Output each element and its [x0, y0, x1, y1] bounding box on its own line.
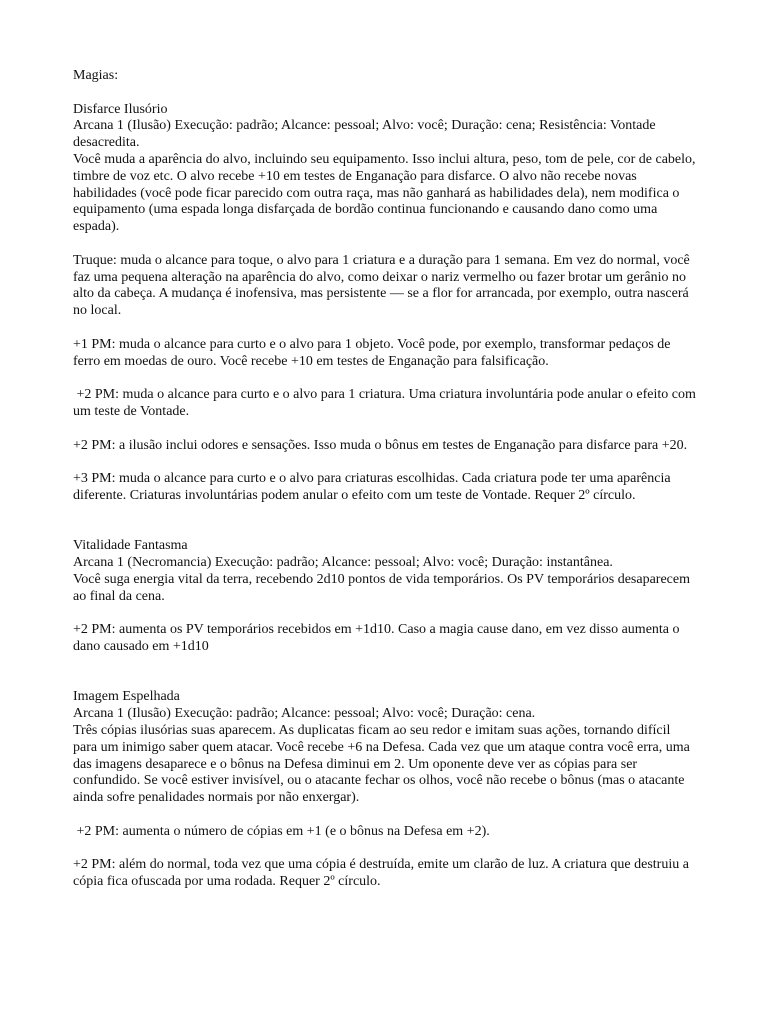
spell-description: Você muda a aparência do alvo, incluindo seu equipamento. Isso inclui altura, peso, tom de pele, cor de cabelo, timbre de voz etc. O alvo recebe +10 em testes de Enganação para disfarce. O alvo não recebe novas habilidades (você pode ficar parecido com outra raça, mas não ganhará as habilidades dela), nem modifica o equipamento (uma espada longa disfarçada de bordão continua funcionando e causando dano como uma espada). — [73, 151, 700, 235]
spell-enhancement: Truque: muda o alcance para toque, o alvo para 1 criatura e a duração para 1 semana. Em vez do normal, você faz uma pequena alteração na aparência do alvo, como deixar o nariz vermelho ou fazer brotar um gerânio no alto da cabeça. A mudança é inofensiva, mas persistente — se a flor for arrancada, por exemplo, outra nascerá no local. — [73, 252, 694, 319]
spell-enhancement: +2 PM: aumenta o número de cópias em +1 (e o bônus na Defesa em +2). — [73, 823, 490, 839]
spell-enhancement: +2 PM: muda o alcance para curto e o alvo para 1 criatura. Uma criatura involuntária pode anular o efeito com um teste de Vontade. — [73, 387, 700, 419]
spell-enhancement: +2 PM: além do normal, toda vez que uma cópia é destruída, emite um clarão de luz. A criatura que destruiu a cópia fica ofuscada por uma rodada. Requer 2º círculo. — [73, 857, 693, 890]
spell-name: Disfarce Ilusório — [73, 101, 168, 117]
spell-name: Vitalidade Fantasma — [73, 538, 188, 554]
document-title: Magias: — [73, 68, 119, 83]
spell-meta: Arcana 1 (Ilusão) Execução: padrão; Alcance: pessoal; Alvo: você; Duração: cena; Resistência: Vontade desacredita. — [73, 118, 660, 151]
spell-meta: Arcana 1 (Necromancia) Execução: padrão; Alcance: pessoal; Alvo: você; Duração: instantânea. — [73, 555, 613, 571]
spell-enhancement: +2 PM: aumenta os PV temporários recebidos em +1d10. Caso a magia cause dano, em vez disso aumenta o dano causado em +1d10 — [73, 622, 684, 655]
spell-enhancement: +3 PM: muda o alcance para curto e o alvo para criaturas escolhidas. Cada criatura pode ter uma aparência diferente. Criaturas involuntárias podem anular o efeito com um teste de Vontade. Requer 2º círculo. — [73, 471, 675, 503]
spell-description: Você suga energia vital da terra, recebendo 2d10 pontos de vida temporários. Os PV temporários desaparecem ao final da cena. — [73, 571, 694, 604]
spell-enhancement: +2 PM: a ilusão inclui odores e sensações. Isso muda o bônus em testes de Enganação para disfarce para +20. — [73, 437, 688, 453]
spell-imagem-espelhada — [73, 689, 697, 891]
spell-vitalidade-fantasma — [73, 538, 697, 656]
spell-meta: Arcana 1 (Ilusão) Execução: padrão; Alcance: pessoal; Alvo: você; Duração: cena. — [73, 706, 536, 722]
spell-description: Três cópias ilusórias suas aparecem. As duplicatas ficam ao seu redor e imitam suas ações, tornando difícil para um inimigo saber quem atacar. Você recebe +6 na Defesa. Cada vez que um ataque contra você erra, uma das imagens desaparece e o bônus na Defesa diminui em 2. Um oponente deve ver as cópias para ser confundido. Se você estiver invisível, ou o atacante fechar os olhos, você não recebe o bônus (mas o atacante ainda sofre penalidades normais por não enxergar). — [73, 723, 694, 806]
spell-name: Imagem Espelhada — [73, 689, 180, 705]
document-page — [73, 68, 700, 891]
spell-enhancement: +1 PM: muda o alcance para curto e o alvo para 1 objeto. Você pode, por exemplo, transformar pedaços de ferro em moedas de ouro. Você recebe +10 em testes de Enganação para falsificação. — [73, 336, 675, 369]
spell-disfarce-ilusorio — [73, 101, 700, 505]
